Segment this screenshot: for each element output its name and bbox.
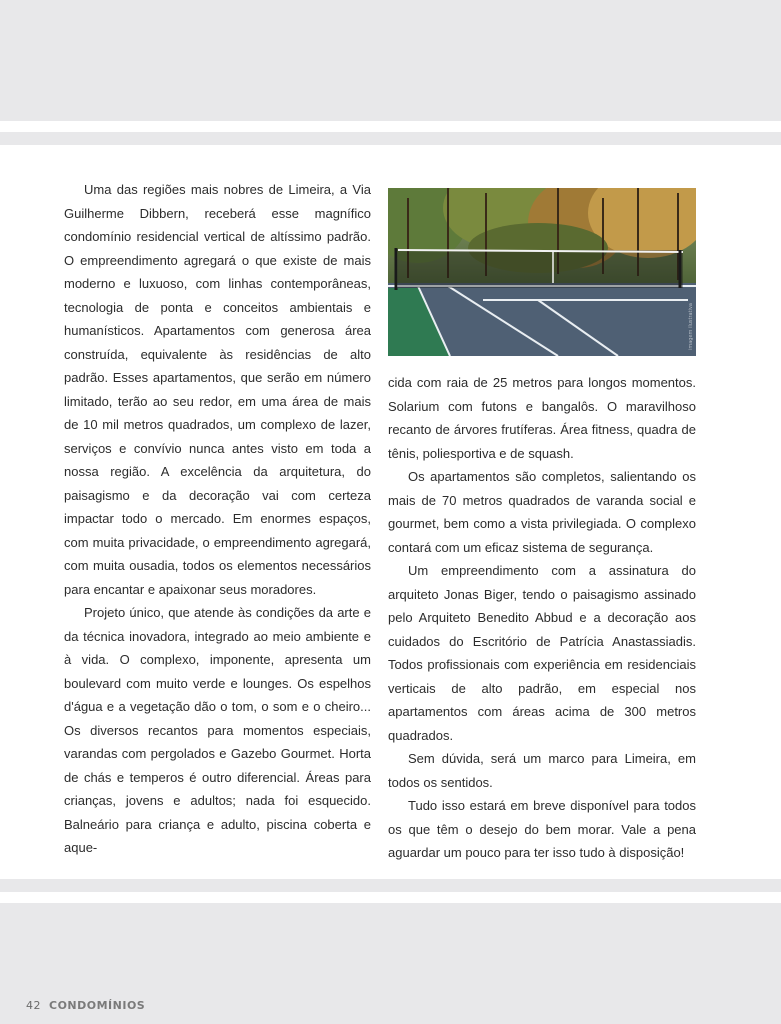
paragraph: Um empreendimento com a assinatura do arquiteto Jonas Biger, tendo o paisagismo assinado pelo Arquiteto Benedito Abbud e a decoração aos cuidados do Escritório de Patrícia Anastassiadis. Todos profissionais com experiência em residenciais verticais de alto padrão, em especial nos apartamentos com áreas acima de 300 metros quadrados. — [388, 563, 696, 743]
top-gray-band — [0, 0, 781, 121]
bottom-white-stripe — [0, 892, 781, 903]
top-gray-stripe — [0, 132, 781, 145]
paragraph: Os apartamentos são completos, salientando os mais de 70 metros quadrados de varanda social e gourmet, bem como a vista privilegiada. O complexo contará com um eficaz sistema de segurança. — [388, 469, 696, 555]
magazine-name: CONDOMÍNIOS — [49, 999, 146, 1012]
paragraph: cida com raia de 25 metros para longos momentos. Solarium com futons e bangalôs. O maravilhoso recanto de árvores frutíferas. Área fitness, quadra de tênis, poliesportiva e de squash. — [388, 375, 696, 461]
top-white-stripe — [0, 121, 781, 132]
page-number: 42 — [26, 999, 41, 1012]
tennis-court-illustration — [388, 188, 696, 356]
article-right-column — [388, 371, 696, 865]
page-footer — [26, 999, 145, 1012]
tennis-court-photo — [388, 188, 696, 356]
article-left-column — [64, 178, 371, 860]
paragraph: Tudo isso estará em breve disponível para todos os que têm o desejo do bem morar. Vale a pena aguardar um pouco para ter isso tudo à disposição! — [388, 798, 696, 860]
paragraph: Projeto único, que atende às condições da arte e da técnica inovadora, integrado ao meio ambiente e à vida. O complexo, imponente, apresenta um boulevard com muito verde e lounges. Os espelhos d'água e a vegetação dão o tom, o som e o cheiro... Os diversos recantos para momentos especiais, varandas com pergolados e Gazebo Gourmet. Horta de chás e temperos é outro diferencial. Áreas para crianças, jovens e adultos; nada foi esquecido. Balneário para criança e adulto, piscina coberta e aque- — [64, 605, 371, 855]
paragraph: Sem dúvida, será um marco para Limeira, em todos os sentidos. — [388, 751, 696, 790]
photo-credit: imagem ilustrativa — [688, 302, 694, 350]
bottom-gray-stripe — [0, 879, 781, 892]
paragraph: Uma das regiões mais nobres de Limeira, a Via Guilherme Dibbern, receberá esse magnífico condomínio residencial vertical de altíssimo padrão. O empreendimento agregará o que existe de mais moderno e luxuoso, com linhas contemporâneas, tecnologia de ponta e conceitos ambientais e humanísticos. Apartamentos com generosa área construída, equivalente às residências de alto padrão. Esses apartamentos, que serão em número limitado, terão ao seu redor, em uma área de mais de 10 mil metros quadrados, um complexo de lazer, serviços e convívio nunca antes visto em toda a nossa região. A excelência da arquitetura, do paisagismo e da decoração vai com certeza impactar todo o mercado. Em enormes espaços, com muita privacidade, o empreendimento agregará, com muita ousadia, todos os elementos necessários para encantar e apaixonar seus moradores. — [64, 182, 371, 597]
